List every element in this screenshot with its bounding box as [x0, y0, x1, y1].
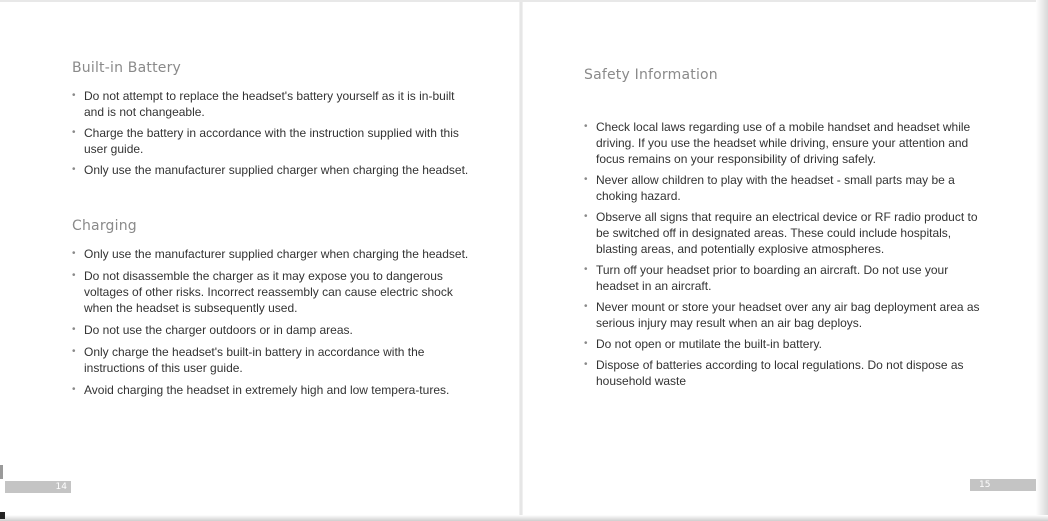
list-item: • Never allow children to play with the headset - small parts may be a choking hazard. [584, 172, 989, 204]
list-item: • Do not attempt to replace the headset's battery yourself as it is in-built and is not changeable. [72, 88, 472, 120]
list-item: • Only use the manufacturer supplied charger when charging the headset. [72, 246, 482, 262]
book-gutter [519, 0, 523, 521]
list-item: • Never mount or store your headset over any air bag deployment area as serious injury may result when an air bag deploys. [584, 299, 989, 331]
list-item: • Do not open or mutilate the built-in battery. [584, 336, 989, 352]
list-item: • Charge the battery in accordance with the instruction supplied with this user guide. [72, 125, 472, 157]
list-item: • Do not use the charger outdoors or in damp areas. [72, 322, 482, 338]
list-item: • Only charge the headset's built-in battery in accordance with the instructions of this user guide. [72, 344, 482, 376]
safety-information-heading: Safety Information [584, 67, 718, 83]
left-edge-mark [0, 465, 3, 479]
page-number-right: 15 [970, 479, 1036, 491]
list-item: • Only use the manufacturer supplied charger when charging the headset. [72, 162, 472, 178]
page-edge-shadow [1036, 0, 1048, 521]
list-item: • Avoid charging the headset in extremely high and low tempera-tures. [72, 382, 482, 398]
safety-information-list [584, 119, 989, 394]
list-item: • Turn off your headset prior to boarding an aircraft. Do not use your headset in an aircraft. [584, 262, 989, 294]
corner-mark [0, 512, 5, 519]
list-item: • Dispose of batteries according to local regulations. Do not dispose as household waste [584, 357, 989, 389]
bottom-edge [0, 515, 1048, 521]
page-number-left: 14 [5, 481, 71, 493]
builtin-battery-list [72, 88, 472, 183]
builtin-battery-heading: Built-in Battery [72, 60, 182, 76]
charging-list [72, 246, 482, 404]
charging-heading: Charging [72, 218, 137, 234]
top-edge [0, 0, 1048, 2]
list-item: • Check local laws regarding use of a mobile handset and headset while driving. If you use the headset while driving, ensure your attention and focus remains on your responsibility of driving safely. [584, 119, 989, 167]
list-item: • Observe all signs that require an electrical device or RF radio product to be switched off in designated areas. These could include hospitals, blasting areas, and potentially explosive atmospheres. [584, 209, 989, 257]
list-item: • Do not disassemble the charger as it may expose you to dangerous voltages of other risks. Incorrect reassembly can cause electric shock when the headset is subsequently used. [72, 268, 482, 316]
